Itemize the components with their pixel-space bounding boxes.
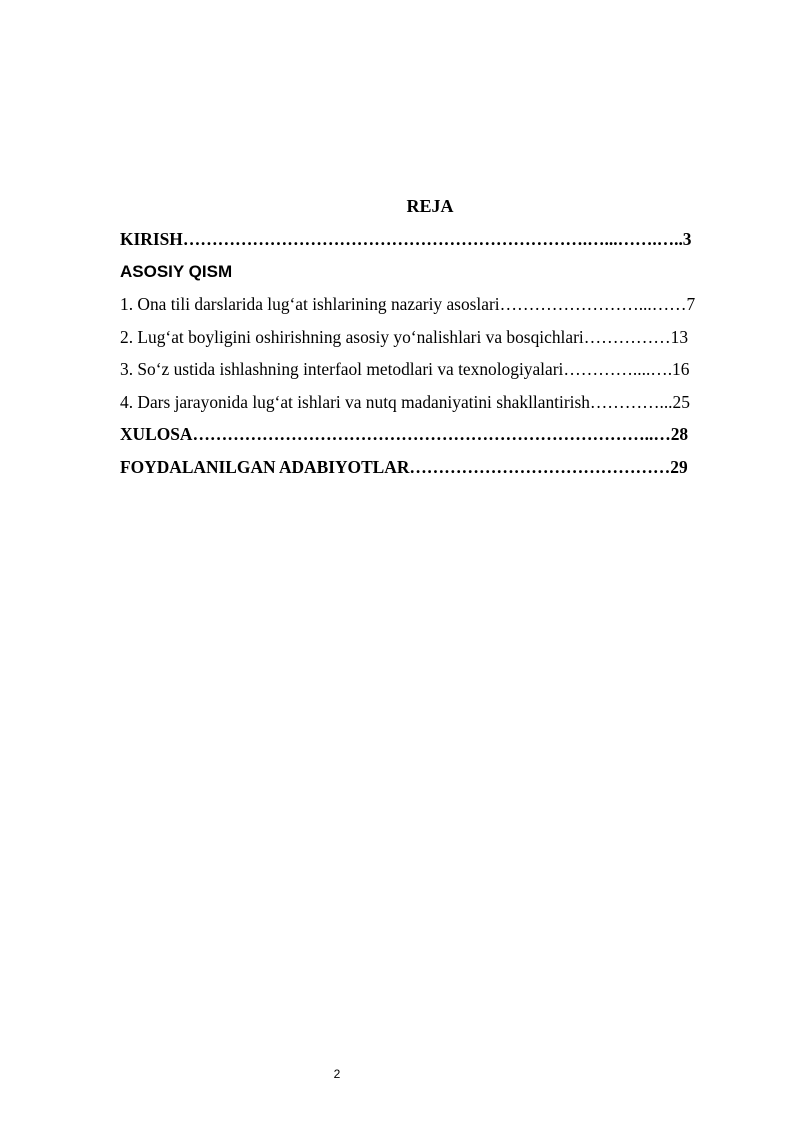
toc-entry-references: FOYDALANILGAN ADABIYOTLAR………………………………………29 — [120, 456, 688, 477]
plan-title: REJA — [406, 196, 454, 216]
toc-entry-chapter-3: 3. So‘z ustida ishlashning interfaol metodlari va texnologiyalari…………....….16 — [120, 359, 690, 379]
toc-entry-introduction: KIRISH…………………………………………………………….…...…….…..3 — [120, 229, 692, 249]
toc-section-heading-main-part: ASOSIY QISM — [120, 261, 233, 281]
toc-entry-chapter-4: 4. Dars jarayonida lug‘at ishlari va nutq madaniyatini shakllantirish…………...25 — [120, 391, 690, 412]
table-of-contents — [120, 229, 740, 489]
toc-entry-chapter-2: 2. Lug‘at boyligini oshirishning asosiy yo‘nalishlari va bosqichlari……………13 — [120, 326, 689, 347]
toc-entry-chapter-1: 1. Ona tili darslarida lug‘at ishlarining nazariy asoslari……………………...……7 — [120, 294, 696, 314]
page-number: 2 — [333, 1067, 341, 1081]
toc-entry-conclusion: XULOSA……………………………………………………………………..…28 — [120, 424, 689, 444]
